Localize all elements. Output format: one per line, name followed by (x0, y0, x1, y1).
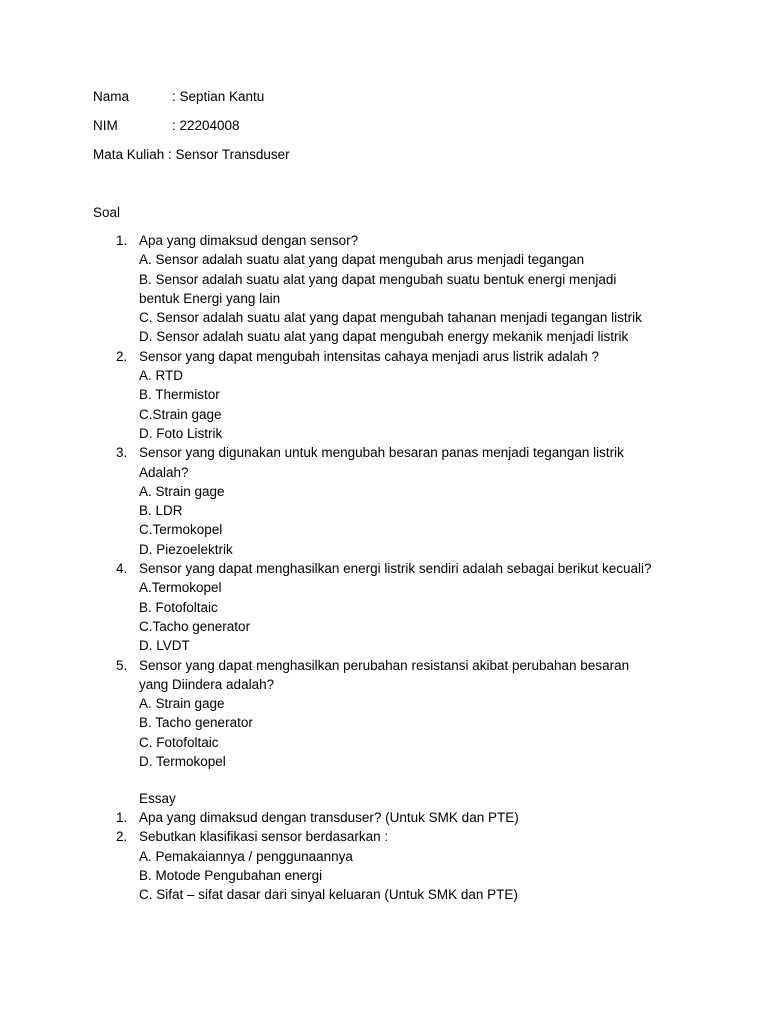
answer-option: A. Strain gage (139, 483, 225, 499)
answer-option: C. Sensor adalah suatu alat yang dapat mengubah tahanan menjadi tegangan listrik (139, 310, 642, 326)
course-row (93, 145, 290, 174)
soal-title: Soal (93, 205, 121, 220)
answer-option: C.Tacho generator (139, 618, 251, 634)
answer-option: A. Sensor adalah suatu alat yang dapat mengubah arus menjadi tegangan (139, 252, 585, 268)
question-text: Sebutkan klasifikasi sensor berdasarkan : (139, 829, 389, 845)
question-text: yang Diindera adalah? (139, 676, 275, 692)
question-number: 5. (116, 657, 128, 673)
question-item (93, 231, 693, 347)
answer-option: B. Motode Pengubahan energi (139, 867, 323, 883)
name-label: Nama (93, 89, 130, 104)
question-item (93, 559, 693, 655)
answer-option: A. Strain gage (139, 696, 225, 712)
question-text: Sensor yang dapat menghasilkan perubahan resistansi akibat perubahan besaran (139, 657, 630, 673)
essay-question-list (93, 808, 693, 904)
question-text: Apa yang dimaksud dengan sensor? (139, 233, 359, 248)
question-text: Apa yang dimaksud dengan transduser? (Untuk SMK dan PTE) (139, 810, 519, 825)
answer-option: D. Termokopel (139, 754, 226, 770)
question-text: Sensor yang digunakan untuk mengubah besaran panas menjadi tegangan listrik (139, 445, 624, 461)
course-text: Mata Kuliah : Sensor Transduser (93, 147, 290, 162)
question-item (93, 656, 693, 772)
answer-option: B. Thermistor (139, 387, 220, 403)
question-item (93, 808, 693, 827)
answer-option: D. Foto Listrik (139, 425, 223, 441)
answer-option: D. Sensor adalah suatu alat yang dapat mengubah energy mekanik menjadi listrik (139, 329, 629, 345)
question-text: Sensor yang dapat menghasilkan energi listrik sendiri adalah sebagai berikut kecuali? (139, 561, 652, 577)
answer-option: B. LDR (139, 503, 183, 519)
essay-title: Essay (139, 791, 176, 806)
question-number: 1. (116, 233, 128, 248)
question-item (93, 443, 693, 559)
answer-option: B. Fotofoltaic (139, 599, 218, 615)
answer-option: B. Tacho generator (139, 715, 253, 731)
question-text: Adalah? (139, 464, 189, 480)
name-value: : Septian Kantu (172, 89, 265, 104)
answer-option: B. Sensor adalah suatu alat yang dapat mengubah suatu bentuk energi menjadi (139, 271, 617, 287)
nim-label: NIM (93, 118, 118, 133)
question-number: 1. (116, 810, 128, 825)
question-number: 2. (116, 348, 128, 364)
question-number: 3. (116, 445, 128, 461)
answer-option: C. Fotofoltaic (139, 734, 219, 750)
question-text: Sensor yang dapat mengubah intensitas cahaya menjadi arus listrik adalah ? (139, 348, 600, 364)
answer-option: A. RTD (139, 368, 184, 384)
student-info (93, 87, 290, 174)
soal-question-list (93, 231, 693, 771)
answer-option: C.Strain gage (139, 406, 222, 422)
name-row (93, 87, 290, 116)
question-number: 2. (116, 829, 128, 845)
answer-option: A.Termokopel (139, 580, 222, 596)
question-item (93, 827, 693, 904)
answer-option: D. Piezoelektrik (139, 541, 233, 557)
answer-option: C. Sifat – sifat dasar dari sinyal keluaran (Untuk SMK dan PTE) (139, 887, 518, 903)
answer-option: D. LVDT (139, 638, 190, 654)
answer-option: C.Termokopel (139, 522, 223, 538)
nim-row (93, 116, 290, 145)
question-item (93, 347, 693, 443)
answer-option: bentuk Energi yang lain (139, 290, 281, 306)
question-number: 4. (116, 561, 128, 577)
nim-value: : 22204008 (172, 118, 240, 133)
answer-option: A. Pemakaiannya / penggunaannya (139, 848, 353, 864)
